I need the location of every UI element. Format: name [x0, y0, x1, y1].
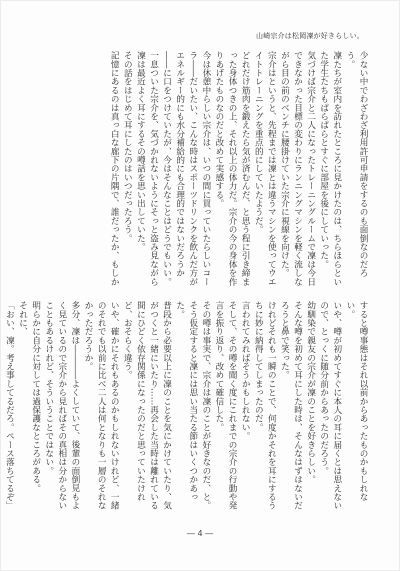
paragraph: そんな噂を初めて耳にした時は、そんなはずはないだろうと鼻で笑った。: [279, 301, 303, 510]
paragraph: いや、噂が初めてすぐに本人の耳に届くとは思えないので、とっくに随分前からあったのだろう。: [318, 301, 342, 510]
paragraph: 幼馴染で親友の宗介が凜のことを好きらしい。: [305, 301, 316, 484]
paragraph: どれだけ筋肉を鍛えたら気が済むんだ、と思う程に引き締まった身体つきの上、それ以上の体力だ。宗介の今の身体を作りあげたものなのだと改めて実感する。: [213, 51, 251, 286]
paragraph: そして、その噂を聞く度にこれまでの宗介の行動や発言を振り返り、改めて確信した。: [213, 301, 238, 510]
paragraph: 普段から必要以上に凜のことを気にかけていたり、気がつくと一緒にいたり……再会した当時は離れている間にひどく依存関係になったのだと思っていたけれど、おそらく違う。: [122, 301, 172, 510]
paragraph: いや、確かにそれもあるのかもしれないけれど、一緒のそれでも以前に比べ二人は何となりも一層のそれなかっただろうか。: [83, 301, 120, 510]
paragraph: けれどそれも一瞬のことで、何度かそれを耳にするうちに妙に納得してしまったのだ。: [253, 301, 277, 510]
lower-text-column: [4, 301, 369, 515]
paragraph: その話をはじめて耳にしたのはいつだったろう。: [122, 51, 133, 243]
paragraph: すると噂事態はそれ以前からあったものかもしれない。: [344, 301, 368, 502]
paragraph: 多分、凜は――――よくしていて、後輩の面倒見もよく見ているので宗介から見ればその真相は分からないこともあるけれど、そういうことではない。: [43, 301, 80, 510]
paragraph: 凜たちが室内を訪れたところに見かけたのは、ちらほらといた学生たちもぱらぱらとすぐに部屋を後にしていった。: [318, 51, 342, 286]
paragraph: そう仮定すると凜には思い当たる節はいくつかあった。: [174, 301, 198, 502]
dialogue-line: 「おい、凜。考え事してるだろ。ペース落ちてるぞ」: [4, 301, 15, 510]
paragraph: 言われてみればそうかもしれない。: [240, 301, 251, 441]
paragraph: 一息ついた宗介を、気づかれないようにそっと盗み見ながら凜は最近よく耳にするその噂話を思い出していた。: [135, 51, 159, 286]
upper-text-column: [31, 51, 369, 287]
page-number: ― 4 ―: [186, 529, 214, 538]
paragraph: その噂は事実で、宗介は凜のことが好きなのだ、と。: [200, 301, 211, 510]
paragraph: 気づけば宗介と二人になったトレーニングルームで凜は今日できなかった目標の変わりにランニングマシンを軽く流しながら目の前のベンチに腰掛けていた宗介に視線を向けた。: [279, 51, 316, 286]
paragraph: 宗介はというと、先程までは凜とは違うマシンを使ってウエイトトレーニングを重点的にしていたようだ。: [253, 51, 277, 286]
paragraph: 記憶にあるのは真っ白な廊下の片隅で、誰だったか、もしか: [109, 51, 120, 286]
running-header: 山崎宗介は松岡凜が好きらしい。: [256, 32, 364, 40]
paragraph: それに、: [17, 301, 28, 336]
paragraph: 今は休憩中らしい宗介は、いつの間に買っていたらしいコーラ――だいたい、こんな時はスポーツドリンクを飲んだ方がエネルギー的にも水分補給的にも合理的ではないだろうか――に口をつけていたが、今はそんなことはどうでもいい。: [161, 51, 211, 286]
paragraph: 少ない中でわざわざ利用許可申請をするのも面倒なのだろう。: [344, 51, 368, 278]
paragraph: 明らかに自分に対しては過保護なところがある。: [30, 301, 41, 493]
